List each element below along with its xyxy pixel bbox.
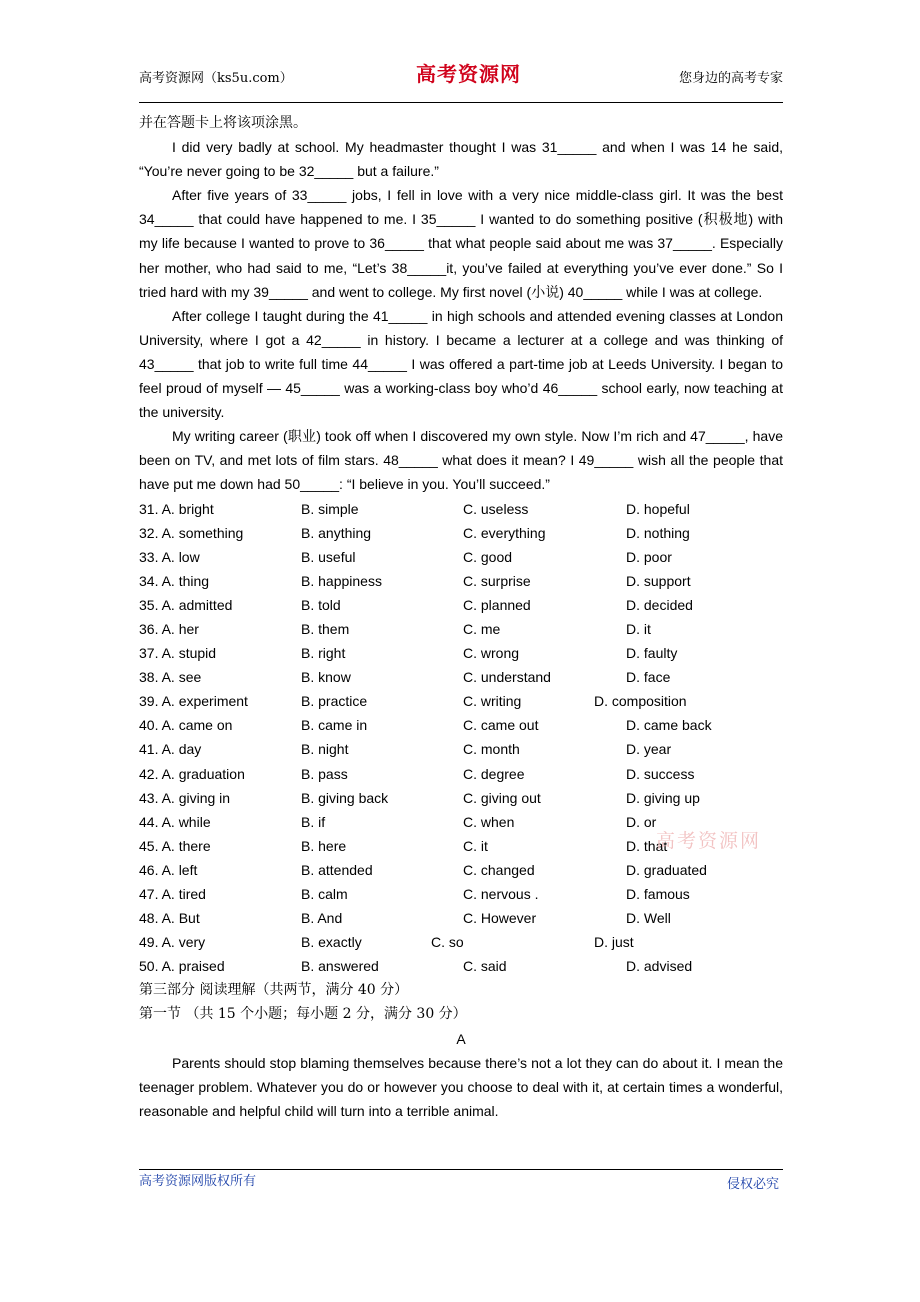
option-a: 35. A. admitted	[139, 596, 233, 613]
passage-label: A	[456, 1030, 466, 1047]
option-c: C. surprise	[463, 572, 531, 589]
option-b: B. anything	[301, 524, 372, 541]
option-d: D. came back	[626, 717, 712, 734]
option-d: D. decided	[626, 596, 693, 613]
option-a: 48. A. But	[139, 910, 200, 927]
option-d: D. nothing	[626, 524, 690, 541]
option-row	[139, 858, 783, 882]
option-a: 41. A. day	[139, 741, 202, 758]
option-b: B. attended	[301, 861, 373, 878]
option-row	[139, 713, 783, 737]
option-b: B. calm	[301, 886, 348, 902]
header-slogan: 您身边的高考专家	[678, 71, 783, 86]
option-a: 46. A. left	[139, 861, 198, 878]
option-a: 50. A. praised	[139, 958, 225, 975]
option-a: 45. A. there	[139, 837, 211, 854]
passage-paragraph-4: My writing career (职业) took off when I discovered my own style. Now I’m rich and 47_____, have been on TV, and met lots of film stars. 48_____ what does it mean? I 49_____ wish all the people that have put me down had 50_____: “I believe in you. You’ll succeed.”	[139, 428, 783, 493]
option-c: C. me	[463, 620, 501, 637]
option-c: C. said	[463, 958, 507, 975]
option-d: D. year	[626, 741, 672, 758]
option-c: C. changed	[463, 861, 535, 878]
option-c: C. so	[431, 934, 464, 951]
option-a: 34. A. thing	[139, 572, 210, 589]
option-a: 40. A. came on	[139, 717, 233, 734]
option-b: B. here	[301, 837, 347, 854]
option-row	[139, 617, 783, 641]
option-a: 42. A. graduation	[139, 765, 245, 782]
option-row	[139, 593, 783, 617]
option-c: C. when	[463, 813, 515, 830]
option-d: D. Well	[626, 910, 671, 927]
option-d: D. it	[626, 620, 651, 637]
option-b: B. came in	[301, 717, 368, 734]
option-d: D. that	[626, 837, 668, 854]
footer-copyright: 高考资源网版权所有	[139, 1174, 257, 1189]
option-c: C. useless	[463, 500, 529, 517]
option-row	[139, 906, 783, 930]
passage-paragraph-1: I did very badly at school. My headmaster thought I was 31_____ and when I was 14 he said, “You’re never going to be 32_____ but a failure.”	[139, 139, 783, 180]
option-a: 32. A. something	[139, 524, 244, 541]
option-d: D. famous	[626, 886, 690, 902]
option-b: B. know	[301, 669, 351, 686]
option-d: D. hopeful	[626, 500, 690, 517]
option-c: C. it	[463, 837, 488, 854]
option-row	[139, 930, 783, 954]
option-row	[139, 641, 783, 665]
option-row	[139, 545, 783, 569]
option-c: C. understand	[463, 669, 551, 686]
option-b: B. pass	[301, 765, 348, 782]
passage-paragraph-2: After five years of 33_____ jobs, I fell in love with a very nice middle-class girl. It was the best 34_____ that could have happened to me. I 35_____ I wanted to do something positive (积极地) with my life because I wanted to prove to 36_____ that what people said about me was 37_____. Especially her mother, who had said to me, “Let’s 38_____it, you’ve failed at everything you’ve ever done.” So I tried hard with my 39_____ and went to college. My first novel (小说) 40_____ while I was at college.	[139, 187, 783, 300]
option-c: C. degree	[463, 765, 525, 782]
option-c: C. planned	[463, 596, 531, 613]
option-b: B. useful	[301, 548, 356, 565]
option-row	[139, 737, 783, 761]
option-b: B. practice	[301, 693, 368, 710]
option-c: C. wrong	[463, 645, 520, 662]
option-b: B. them	[301, 620, 350, 637]
reading-paragraph: Parents should stop blaming themselves because there’s not a lot they can do about it. I mean the teenager problem. Whatever you do or however you choose to deal with it, at certain times a wonderful, reasonable and helpful child will turn into a terrible animal.	[139, 1054, 783, 1119]
option-a: 43. A. giving in	[139, 789, 231, 806]
header-logo: 高考资源网	[416, 62, 521, 86]
page-footer	[139, 1169, 783, 1192]
section-subtitle: 第一节 （共 15 个小题；每小题 2 分，满分 30 分）	[139, 1006, 467, 1023]
option-c: C. good	[463, 548, 513, 565]
page-content	[139, 111, 783, 1123]
option-a: 38. A. see	[139, 669, 202, 686]
option-d: D. poor	[626, 548, 672, 565]
header-site-name: 高考资源网（ks5u.com）	[139, 71, 293, 86]
instruction-tail: 并在答题卡上将该项涂黑。	[139, 115, 307, 131]
option-row	[139, 569, 783, 593]
option-b: B. simple	[301, 500, 359, 517]
option-row	[139, 521, 783, 545]
option-row	[139, 497, 783, 521]
option-d: D. advised	[626, 958, 693, 975]
option-d: D. faulty	[626, 645, 678, 662]
option-row	[139, 665, 783, 689]
option-row	[139, 689, 783, 713]
option-row	[139, 882, 783, 906]
option-a: 33. A. low	[139, 548, 200, 565]
option-a: 47. A. tired	[139, 886, 206, 902]
option-c: C. However	[463, 910, 537, 927]
option-c: C. writing	[463, 693, 522, 710]
option-c: C. nervous .	[463, 886, 539, 902]
option-d: D. or	[626, 813, 657, 830]
option-a: 39. A. experiment	[139, 693, 248, 710]
section-title: 第三部分 阅读理解（共两节，满分 40 分）	[139, 982, 409, 999]
option-b: B. if	[301, 813, 326, 830]
option-c: C. everything	[463, 524, 546, 541]
option-row	[139, 762, 783, 786]
option-a: 36. A. her	[139, 620, 199, 637]
option-c: C. came out	[463, 717, 539, 734]
option-row	[139, 786, 783, 810]
footer-rights: 侵权必究	[726, 1177, 779, 1192]
option-b: B. night	[301, 741, 349, 758]
option-d: D. just	[594, 934, 634, 951]
option-d: D. composition	[594, 693, 687, 710]
option-b: B. And	[301, 910, 343, 927]
watermark-logo: 高考资源网	[656, 830, 762, 852]
option-a: 49. A. very	[139, 934, 206, 951]
option-d: D. support	[626, 572, 691, 589]
option-d: D. graduated	[626, 861, 707, 878]
option-row	[139, 954, 783, 978]
passage-paragraph-3: After college I taught during the 41_____ in high schools and attended evening classes at London University, where I got a 42_____ in history. I became a lecturer at a college and was thinking of 43_____ that job to write full time 44_____ I was offered a part-time job at Leeds University. I began to feel proud of myself — 45_____ was a working-class boy who’d 46_____ school early, now teaching at the university.	[139, 307, 783, 421]
option-a: 31. A. bright	[139, 500, 214, 517]
option-c: C. giving out	[463, 789, 541, 806]
option-b: B. exactly	[301, 934, 362, 951]
option-d: D. success	[626, 765, 695, 782]
option-d: D. face	[626, 669, 671, 686]
options-list	[139, 497, 783, 979]
option-d: D. giving up	[626, 789, 700, 806]
option-b: B. told	[301, 596, 341, 613]
option-b: B. happiness	[301, 572, 382, 589]
option-b: B. right	[301, 645, 346, 662]
option-b: B. answered	[301, 958, 379, 975]
option-a: 44. A. while	[139, 813, 211, 830]
page-header	[139, 58, 783, 103]
option-b: B. giving back	[301, 789, 389, 806]
option-a: 37. A. stupid	[139, 645, 217, 662]
option-c: C. month	[463, 741, 520, 758]
